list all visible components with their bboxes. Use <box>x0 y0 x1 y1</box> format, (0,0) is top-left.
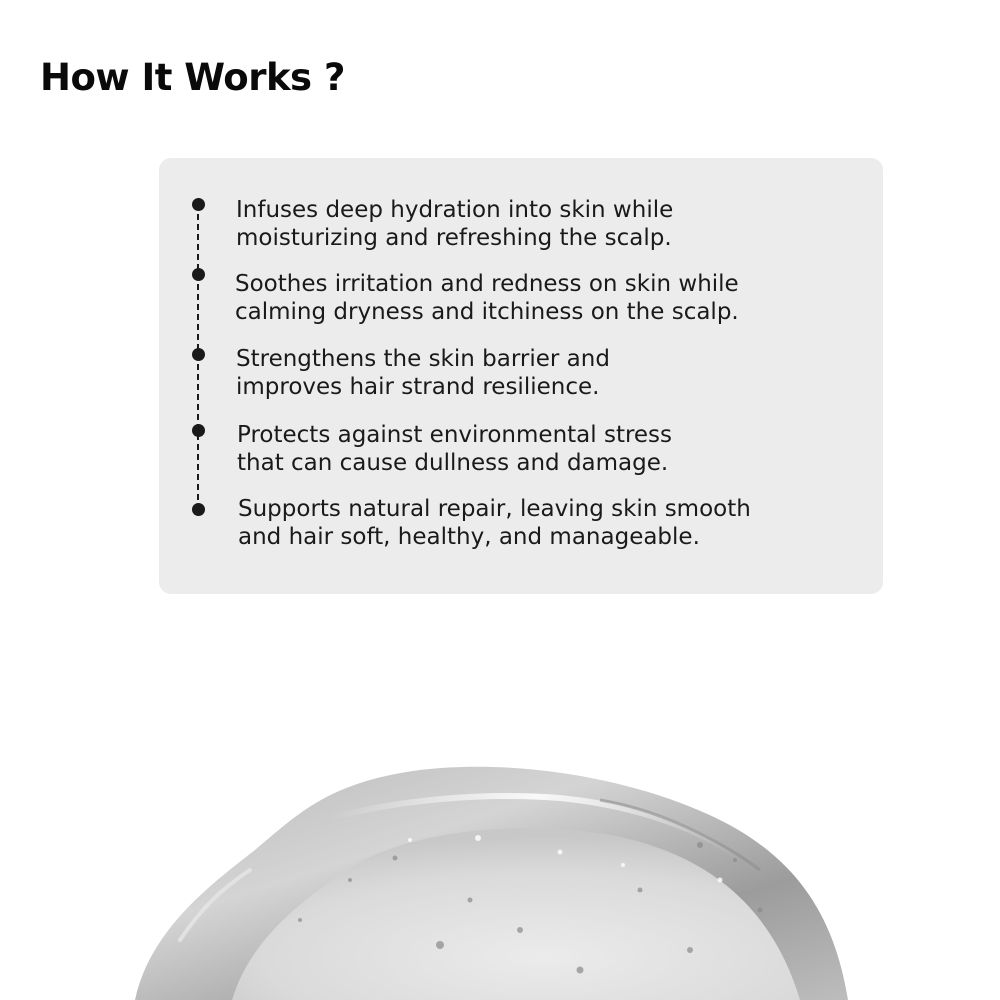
benefit-item: Soothes irritation and redness on skin while calming dryness and itchiness on the scalp. <box>235 271 739 325</box>
benefit-item: Infuses deep hydration into skin while moisturizing and refreshing the scalp. <box>236 197 674 251</box>
timeline-dot <box>192 198 205 211</box>
page-title: How It Works ? <box>40 56 345 99</box>
timeline-dot <box>192 268 205 281</box>
timeline-dot <box>192 424 205 437</box>
benefit-item: Supports natural repair, leaving skin smooth and hair soft, healthy, and manageable. <box>238 496 751 550</box>
benefit-item: Strengthens the skin barrier and improves hair strand resilience. <box>236 346 610 400</box>
timeline-dot <box>192 348 205 361</box>
gel-texture-image <box>0 740 1000 1000</box>
timeline-dot <box>192 503 205 516</box>
benefit-item: Protects against environmental stress that can cause dullness and damage. <box>237 422 673 476</box>
